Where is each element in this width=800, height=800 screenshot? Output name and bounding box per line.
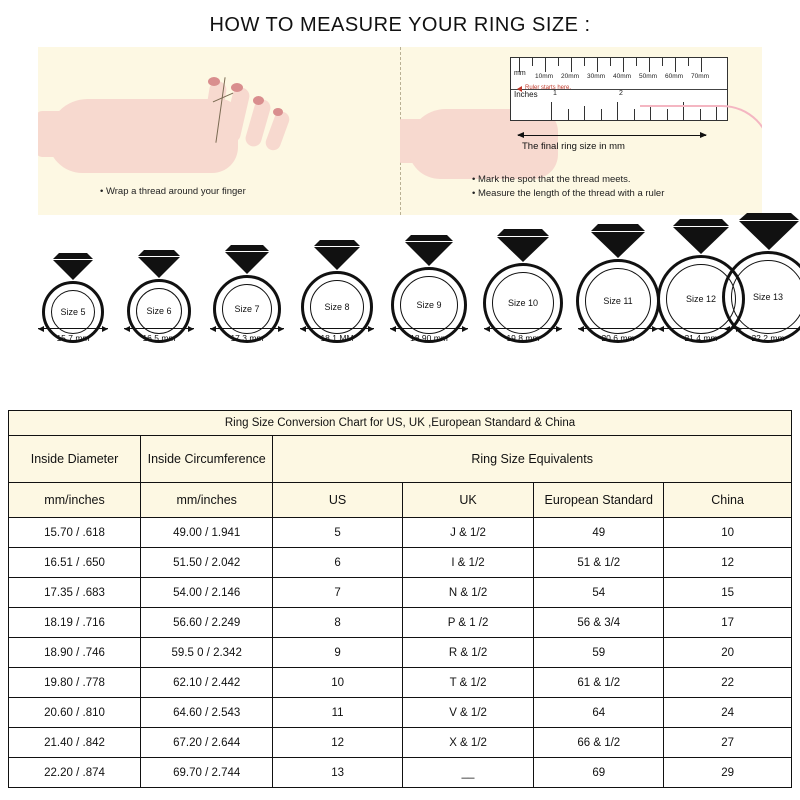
instruction-illustration: [38, 47, 762, 215]
fingernail: [273, 108, 283, 116]
cell-circumference: 69.70 / 2.744: [141, 758, 273, 788]
fingernail: [208, 77, 220, 86]
ring-item: [116, 248, 202, 343]
ring-width-arrow-icon: [300, 328, 374, 329]
header-inside-circumference: Inside Circumference: [141, 436, 273, 483]
cell-us: 10: [273, 668, 402, 698]
ring-item: [382, 233, 476, 343]
cell-circumference: 49.00 / 1.941: [141, 518, 273, 548]
step-one-panel: [38, 47, 400, 215]
ring-item: [736, 211, 800, 343]
ring-width-arrow-icon: [578, 328, 658, 329]
step-one-caption: • Wrap a thread around your finger: [100, 186, 246, 197]
cell-diameter: 19.80 / .778: [9, 668, 141, 698]
ring-size-conversion-table: [8, 410, 792, 788]
ring-size-label: Size 13: [752, 292, 784, 302]
fingernail: [253, 96, 264, 105]
ruler-inch-row: Inches 1 2: [511, 89, 727, 120]
diamond-icon: [135, 248, 183, 279]
ruler-start-note: Ruler starts here.: [525, 85, 572, 91]
cell-eu: 56 & 3/4: [534, 608, 664, 638]
cell-china: 24: [664, 698, 792, 728]
cell-eu: 61 & 1/2: [534, 668, 664, 698]
header-ring-size-equivalents: Ring Size Equivalents: [273, 436, 792, 483]
ring-item: [30, 251, 116, 343]
cell-uk: N & 1/2: [402, 578, 533, 608]
ruler-inch-unit-label: Inches: [514, 90, 538, 99]
cell-us: 7: [273, 578, 402, 608]
step-two-caption-2: • Measure the length of the thread with a ruler: [472, 188, 665, 199]
ruler-start-arrow-icon: [517, 86, 522, 92]
table-group-header-row: [9, 436, 792, 483]
cell-diameter: 18.19 / .716: [9, 608, 141, 638]
cell-us: 9: [273, 638, 402, 668]
table-caption: Ring Size Conversion Chart for US, UK ,European Standard & China: [9, 411, 792, 436]
table-sub-header-row: [9, 483, 792, 518]
table-row: [9, 728, 792, 758]
header-inside-diameter: Inside Diameter: [9, 436, 141, 483]
diamond-icon: [402, 233, 456, 267]
cell-diameter: 21.40 / .842: [9, 728, 141, 758]
cell-us: 5: [273, 518, 402, 548]
diamond-icon: [222, 243, 272, 275]
cell-uk: I & 1/2: [402, 548, 533, 578]
cell-uk: V & 1/2: [402, 698, 533, 728]
cell-uk: __: [402, 758, 533, 788]
cell-eu: 54: [534, 578, 664, 608]
ring-size-diagram-row: [18, 229, 785, 369]
ring-size-label: Size 8: [324, 302, 350, 312]
ring-mm-label: 18.1 MM: [320, 333, 354, 343]
cell-diameter: 22.20 / .874: [9, 758, 141, 788]
table-row: [9, 548, 792, 578]
subheader-circumference-units: mm/inches: [141, 483, 273, 518]
ring-circle: [483, 263, 563, 343]
diamond-icon: [494, 227, 552, 263]
ring-size-label: Size 5: [60, 307, 86, 317]
cell-eu: 51 & 1/2: [534, 548, 664, 578]
cell-circumference: 64.60 / 2.543: [141, 698, 273, 728]
cell-eu: 49: [534, 518, 664, 548]
ruler-mm-unit-label: mm: [514, 70, 526, 77]
table-row: [9, 638, 792, 668]
cell-circumference: 56.60 / 2.249: [141, 608, 273, 638]
subheader-china: China: [664, 483, 792, 518]
ring-item: [570, 222, 666, 343]
table-row: [9, 758, 792, 788]
cell-circumference: 54.00 / 2.146: [141, 578, 273, 608]
step-two-caption-1: • Mark the spot that the thread meets.: [472, 174, 631, 185]
ring-mm-label: 22.2 mm: [751, 333, 785, 343]
ring-width-arrow-icon: [124, 328, 194, 329]
ring-mm-label: 17.3 mm: [230, 333, 264, 343]
subheader-european: European Standard: [534, 483, 664, 518]
cell-china: 12: [664, 548, 792, 578]
cell-us: 6: [273, 548, 402, 578]
table-row: [9, 698, 792, 728]
cell-circumference: 62.10 / 2.442: [141, 668, 273, 698]
table-row: [9, 578, 792, 608]
ring-size-label: Size 9: [416, 300, 442, 310]
cell-diameter: 17.35 / .683: [9, 578, 141, 608]
cell-eu: 59: [534, 638, 664, 668]
cell-china: 17: [664, 608, 792, 638]
cell-china: 29: [664, 758, 792, 788]
ring-size-label: Size 7: [234, 304, 260, 314]
cell-us: 12: [273, 728, 402, 758]
ring-width-arrow-icon: [484, 328, 562, 329]
cell-diameter: 16.51 / .650: [9, 548, 141, 578]
ring-width-arrow-icon: [390, 328, 468, 329]
subheader-uk: UK: [402, 483, 533, 518]
table-caption-row: [9, 411, 792, 436]
cell-uk: X & 1/2: [402, 728, 533, 758]
cell-uk: P & 1 /2: [402, 608, 533, 638]
ring-mm-label: 19.8 mm: [506, 333, 540, 343]
thread-loop-graphic: [640, 105, 762, 155]
ring-size-label: Size 10: [507, 298, 539, 308]
ring-item: [202, 243, 292, 343]
subheader-us: US: [273, 483, 402, 518]
cell-us: 8: [273, 608, 402, 638]
ring-mm-label: 21.4 mm: [684, 333, 718, 343]
ruler-mm-row: 10mm 20mm 30mm 40mm 50mm 60mm 70mm mm: [511, 58, 727, 90]
cell-circumference: 67.20 / 2.644: [141, 728, 273, 758]
cell-eu: 66 & 1/2: [534, 728, 664, 758]
ring-width-arrow-icon: [38, 328, 108, 329]
cell-china: 27: [664, 728, 792, 758]
diamond-icon: [736, 211, 800, 251]
cell-china: 20: [664, 638, 792, 668]
cell-china: 22: [664, 668, 792, 698]
diamond-icon: [50, 251, 96, 281]
step-two-panel: [400, 47, 762, 215]
cell-us: 13: [273, 758, 402, 788]
table-row: [9, 518, 792, 548]
ring-circle: [576, 259, 660, 343]
cell-circumference: 59.5 0 / 2.342: [141, 638, 273, 668]
page-title: HOW TO MEASURE YOUR RING SIZE :: [209, 14, 591, 36]
cell-uk: T & 1/2: [402, 668, 533, 698]
diamond-icon: [311, 238, 363, 271]
cell-diameter: 15.70 / .618: [9, 518, 141, 548]
table-row: [9, 608, 792, 638]
cell-china: 10: [664, 518, 792, 548]
ring-mm-label: 15.7 mm: [56, 333, 90, 343]
cell-eu: 64: [534, 698, 664, 728]
ring-circle: [391, 267, 467, 343]
ring-mm-label: 18.90 mm: [410, 333, 448, 343]
ring-size-label: Size 6: [146, 306, 172, 316]
cell-uk: J & 1/2: [402, 518, 533, 548]
ring-size-label: Size 12: [685, 294, 717, 304]
measure-caption: The final ring size in mm: [522, 141, 625, 152]
diamond-icon: [670, 217, 732, 255]
cell-china: 15: [664, 578, 792, 608]
cell-us: 11: [273, 698, 402, 728]
ring-mm-label: 16.5 mm: [142, 333, 176, 343]
table-row: [9, 668, 792, 698]
ring-size-label: Size 11: [603, 296, 633, 306]
cell-diameter: 20.60 / .810: [9, 698, 141, 728]
ring-width-arrow-icon: [724, 328, 800, 329]
cell-diameter: 18.90 / .746: [9, 638, 141, 668]
cell-circumference: 51.50 / 2.042: [141, 548, 273, 578]
ring-item: [476, 227, 570, 343]
cell-uk: R & 1/2: [402, 638, 533, 668]
ring-item: [292, 238, 382, 343]
diamond-icon: [588, 222, 648, 259]
ring-width-arrow-icon: [210, 328, 284, 329]
fingernail: [231, 83, 243, 92]
subheader-diameter-units: mm/inches: [9, 483, 141, 518]
ring-mm-label: 20.6 mm: [601, 333, 635, 343]
cell-eu: 69: [534, 758, 664, 788]
